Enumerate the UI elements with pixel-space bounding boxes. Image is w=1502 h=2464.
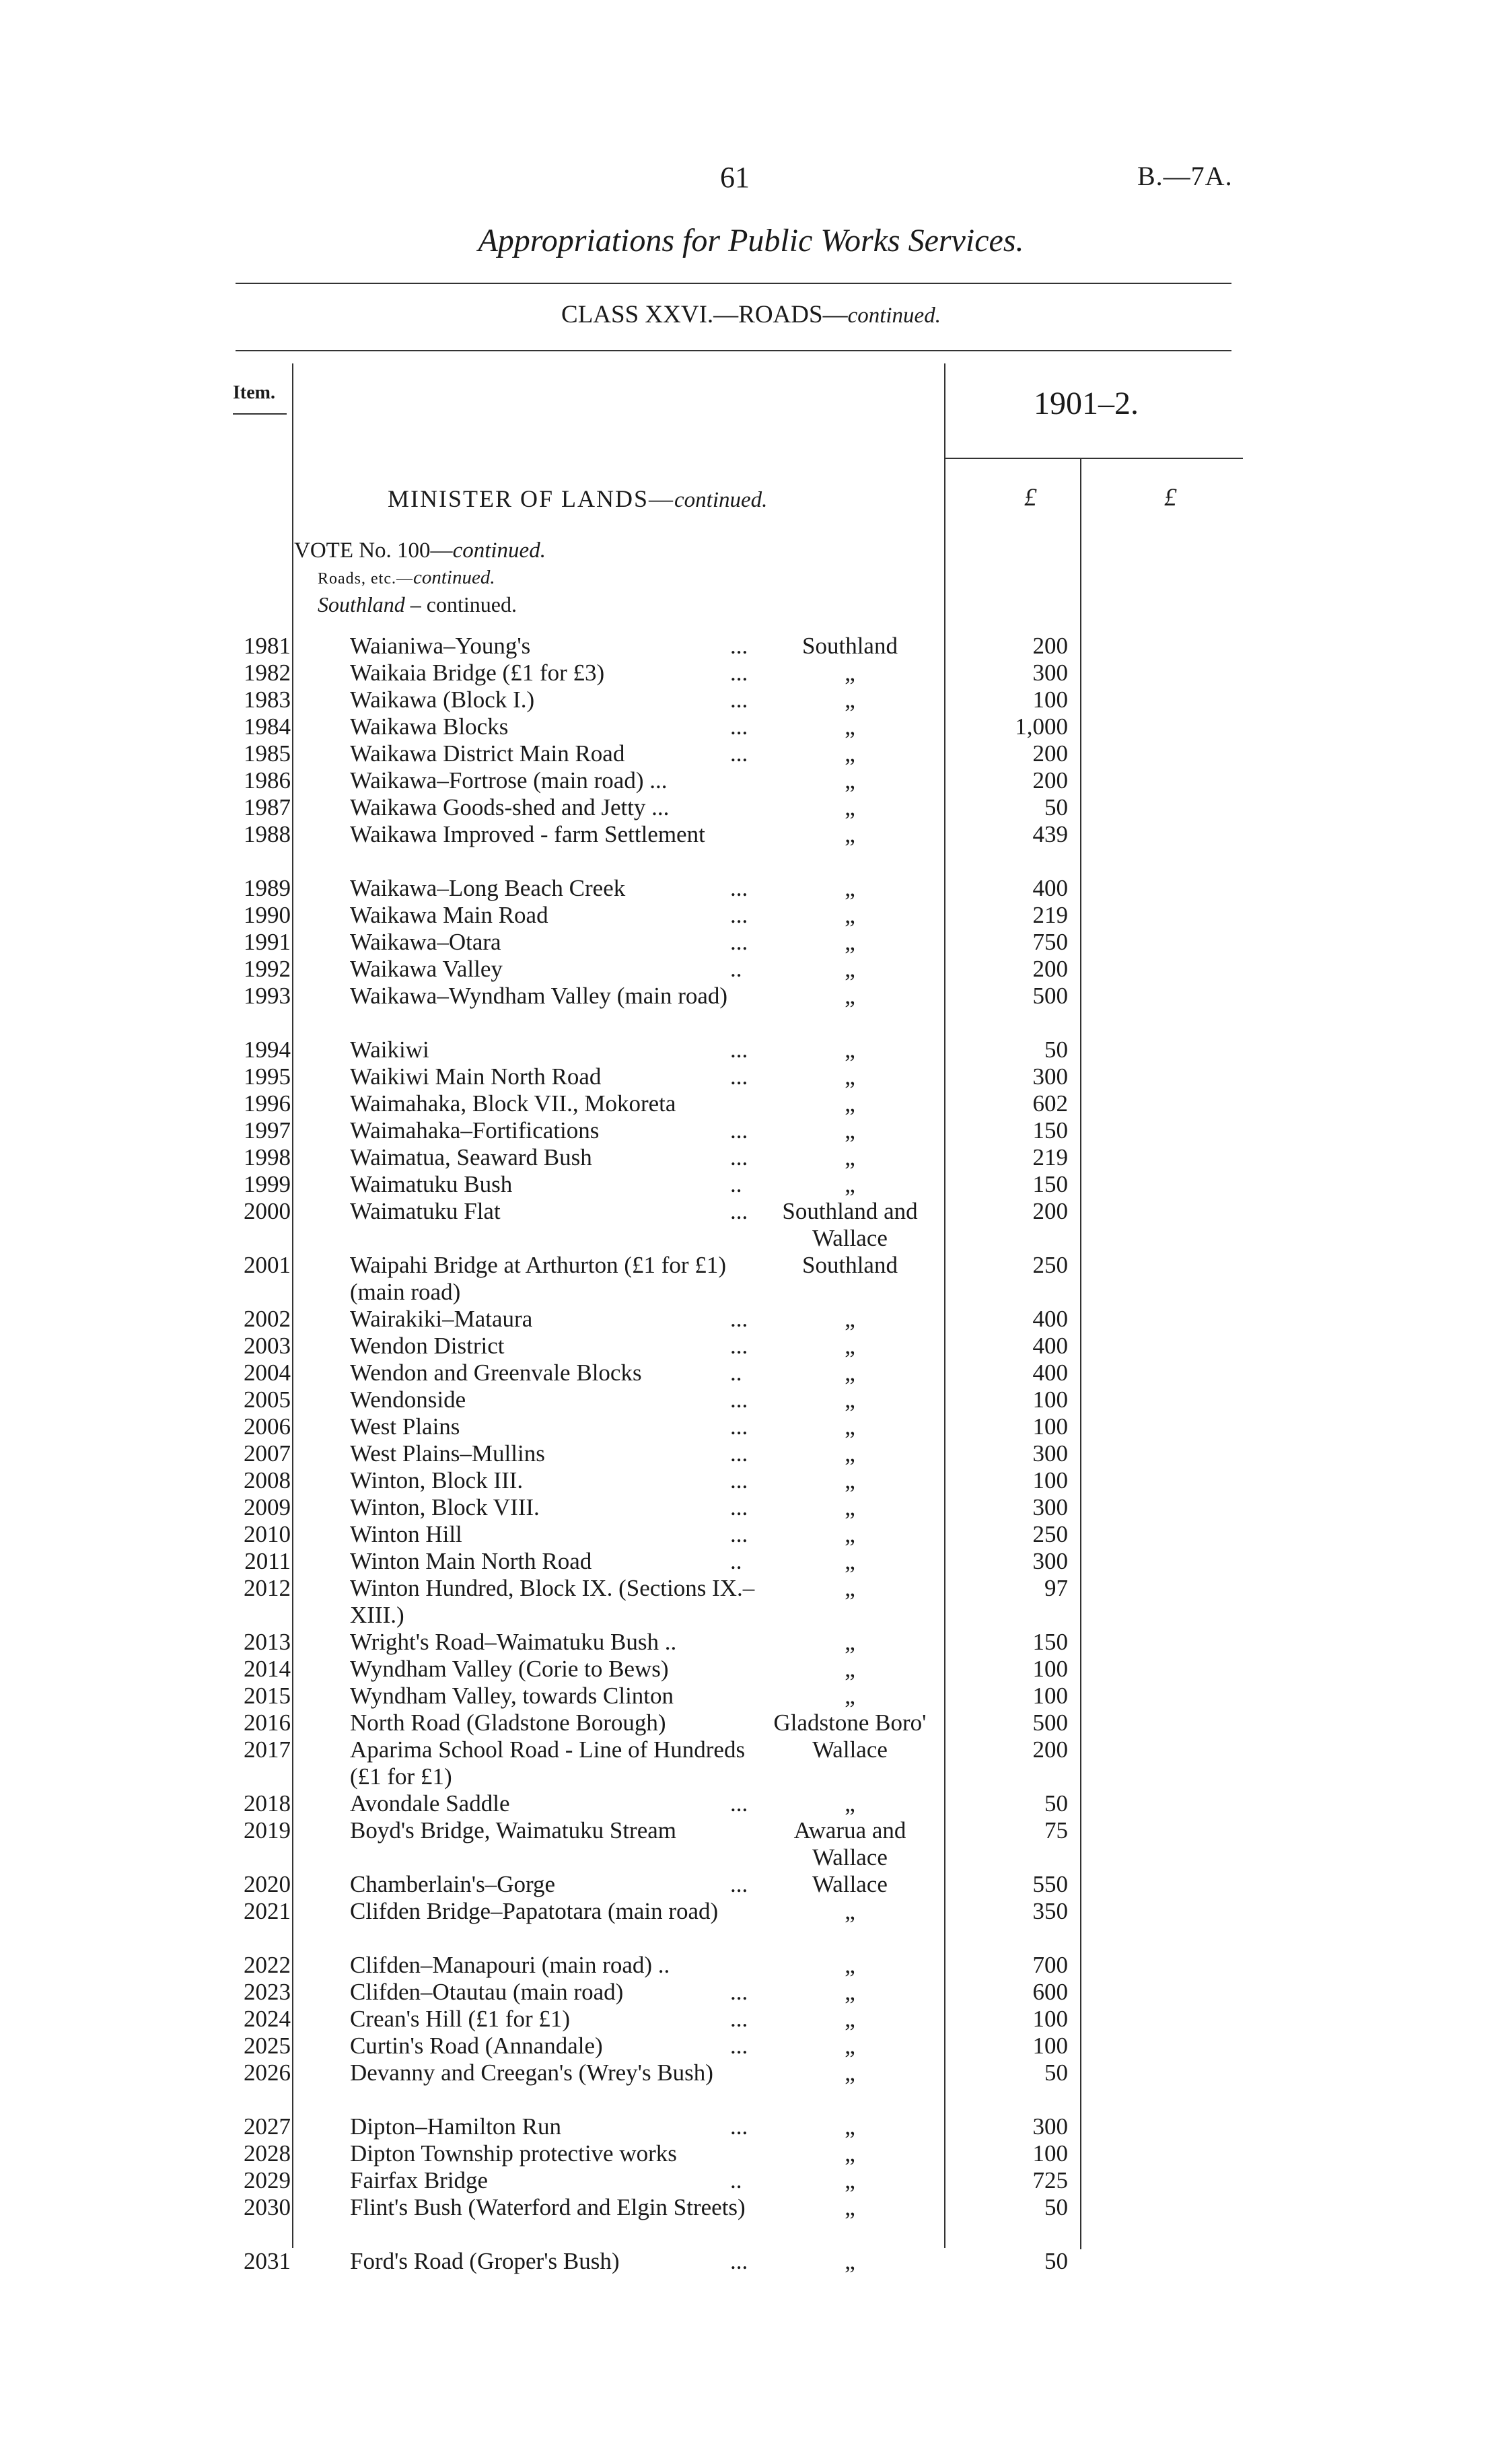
amount-value: 100 — [1032, 1656, 1068, 1682]
amount-value: 219 — [1032, 902, 1068, 928]
item-number: 1989 — [244, 875, 291, 901]
item-description: Waipahi Bridge at Arthurton (£1 for £1) (main road) — [350, 1252, 726, 1305]
amount-value: 550 — [1032, 1871, 1068, 1897]
item-description: Waimahaka, Block VII., Mokoreta — [350, 1090, 676, 1117]
amount-value: 300 — [1032, 660, 1068, 686]
district-name: „ — [845, 983, 855, 1009]
district-name: „ — [845, 794, 855, 820]
amount-value: 100 — [1032, 2140, 1068, 2167]
item-number: 2010 — [244, 1521, 291, 1547]
amount-value: 100 — [1032, 2006, 1068, 2032]
item-number: 2008 — [244, 1467, 291, 1493]
item-number: 2012 — [244, 1575, 291, 1601]
amount-value: 50 — [1044, 794, 1068, 820]
item-number: 2020 — [244, 1871, 291, 1897]
item-number: 1999 — [244, 1171, 291, 1197]
leader-dots: ... — [730, 633, 748, 659]
district-name: „ — [845, 2113, 855, 2140]
amount-value: 50 — [1044, 2248, 1068, 2274]
amount-value: 100 — [1032, 1683, 1068, 1709]
item-description: West Plains–Mullins — [350, 1440, 545, 1467]
amount-value: 50 — [1044, 1790, 1068, 1817]
leader-dots: .. — [730, 956, 742, 982]
amount-value: 150 — [1032, 1171, 1068, 1197]
item-description: Waikaia Bridge (£1 for £3) — [350, 660, 605, 686]
amount-value: 100 — [1032, 1467, 1068, 1493]
amount-value: 200 — [1032, 740, 1068, 767]
amount-value: 150 — [1032, 1117, 1068, 1143]
leader-dots: ... — [730, 1306, 748, 1332]
item-description: Waimatua, Seaward Bush — [350, 1144, 592, 1170]
amount-value: 400 — [1032, 1360, 1068, 1386]
amount-value: 602 — [1032, 1090, 1068, 1117]
document-reference: B.—7A. — [1137, 161, 1233, 191]
item-number: 1987 — [244, 794, 291, 820]
item-number: 2031 — [244, 2248, 291, 2274]
item-description: Waikiwi — [350, 1036, 429, 1063]
district-name: Wallace — [812, 1871, 888, 1897]
amount-value: 600 — [1032, 1979, 1068, 2005]
item-number: 2024 — [244, 2006, 291, 2032]
leader-dots: ... — [730, 2033, 748, 2059]
item-description: Waikawa–Otara — [350, 929, 501, 955]
item-number: 2019 — [244, 1817, 291, 1843]
amount-value: 400 — [1032, 1333, 1068, 1359]
amount-value: 200 — [1032, 1198, 1068, 1224]
item-description: Waikawa Blocks — [350, 713, 509, 740]
item-number: 2029 — [244, 2167, 291, 2193]
district-name: „ — [845, 767, 855, 794]
district-name: „ — [845, 1036, 855, 1063]
district-name: „ — [845, 1440, 855, 1467]
item-number: 2006 — [244, 1413, 291, 1440]
item-number: 2011 — [244, 1548, 291, 1574]
leader-dots: ... — [730, 1036, 748, 1063]
district-name: „ — [845, 1629, 855, 1655]
item-number: 2026 — [244, 2060, 291, 2086]
amount-value: 100 — [1032, 2033, 1068, 2059]
item-description: Devanny and Creegan's (Wrey's Bush) — [350, 2060, 713, 2086]
district-name: „ — [845, 1683, 855, 1709]
item-description: Flint's Bush (Waterford and Elgin Streets) — [350, 2194, 746, 2220]
district-name: „ — [845, 1467, 855, 1493]
leader-dots: .. — [730, 1171, 742, 1197]
item-number: 2030 — [244, 2194, 291, 2220]
amount-value: 1,000 — [1015, 713, 1068, 740]
item-description: Wairakiki–Mataura — [350, 1306, 533, 1332]
item-description: Wendon and Greenvale Blocks — [350, 1360, 642, 1386]
amount-value: 250 — [1032, 1252, 1068, 1278]
district-name: „ — [845, 1333, 855, 1359]
item-number: 1995 — [244, 1063, 291, 1090]
amount-value: 300 — [1032, 1494, 1068, 1520]
district-subheading-suffix: – continued. — [404, 592, 517, 617]
amount-value: 200 — [1032, 1736, 1068, 1763]
item-number: 2009 — [244, 1494, 291, 1520]
leader-dots: ... — [730, 1117, 748, 1143]
leader-dots: ... — [730, 740, 748, 767]
item-description: West Plains — [350, 1413, 460, 1440]
item-description: Waimatuku Bush — [350, 1171, 513, 1197]
item-description: Wyndham Valley (Corie to Bews) — [350, 1656, 669, 1682]
amount-value: 500 — [1032, 983, 1068, 1009]
district-name: Gladstone Boro' — [773, 1710, 927, 1736]
item-number: 1993 — [244, 983, 291, 1009]
amount-value: 400 — [1032, 1306, 1068, 1332]
item-number: 2023 — [244, 1979, 291, 2005]
amount-value: 200 — [1032, 767, 1068, 794]
amount-value: 400 — [1032, 875, 1068, 901]
district-name: „ — [845, 1898, 855, 1924]
item-description: Wendon District — [350, 1333, 505, 1359]
amount-value: 725 — [1032, 2167, 1068, 2193]
item-number: 1998 — [244, 1144, 291, 1170]
leader-dots: ... — [730, 1144, 748, 1170]
item-description: Dipton Township protective works — [350, 2140, 677, 2167]
class-heading-text: CLASS XXVI.—ROADS— — [561, 301, 848, 328]
item-description: Waimahaka–Fortifications — [350, 1117, 600, 1143]
district-name: „ — [845, 821, 855, 847]
leader-dots: ... — [730, 2113, 748, 2140]
district-name: „ — [845, 740, 855, 767]
district-name: „ — [845, 1063, 855, 1090]
amount-value: 300 — [1032, 1063, 1068, 1090]
amount-value: 750 — [1032, 929, 1068, 955]
amount-value: 100 — [1032, 1386, 1068, 1413]
district-name: „ — [845, 1306, 855, 1332]
district-name: „ — [845, 1386, 855, 1413]
district-name: „ — [845, 660, 855, 686]
amount-value: 300 — [1032, 2113, 1068, 2140]
item-number: 2005 — [244, 1386, 291, 1413]
district-name: Southland and Wallace — [782, 1198, 918, 1251]
amount-value: 50 — [1044, 1036, 1068, 1063]
item-description: Avondale Saddle — [350, 1790, 510, 1817]
amount-value: 250 — [1032, 1521, 1068, 1547]
district-name: „ — [845, 1548, 855, 1574]
district-name: „ — [845, 956, 855, 982]
item-number: 2018 — [244, 1790, 291, 1817]
leader-dots: ... — [730, 1790, 748, 1817]
amount-value: 500 — [1032, 1710, 1068, 1736]
amount-value: 219 — [1032, 1144, 1068, 1170]
class-heading-continued: continued. — [847, 304, 941, 328]
item-description: Wright's Road–Waimatuku Bush .. — [350, 1629, 677, 1655]
item-description: Wyndham Valley, towards Clinton — [350, 1683, 674, 1709]
item-description: Boyd's Bridge, Waimatuku Stream — [350, 1817, 677, 1843]
item-description: Waimatuku Flat — [350, 1198, 501, 1224]
leader-dots: ... — [730, 687, 748, 713]
leader-dots: ... — [730, 1467, 748, 1493]
item-number: 2003 — [244, 1333, 291, 1359]
item-description: Waianiwa–Young's — [350, 633, 531, 659]
leader-dots: ... — [730, 929, 748, 955]
item-number: 1985 — [244, 740, 291, 767]
item-number: 2017 — [244, 1736, 291, 1763]
district-name: „ — [845, 1494, 855, 1520]
district-name: „ — [845, 1117, 855, 1143]
leader-dots: ... — [730, 1440, 748, 1467]
district-name: „ — [845, 1979, 855, 2005]
amount-value: 150 — [1032, 1629, 1068, 1655]
item-number: 2007 — [244, 1440, 291, 1467]
item-number: 1994 — [244, 1036, 291, 1063]
item-description: Winton Main North Road — [350, 1548, 592, 1574]
item-number: 1984 — [244, 713, 291, 740]
district-name: „ — [845, 713, 855, 740]
item-description: Dipton–Hamilton Run — [350, 2113, 562, 2140]
page-number: 61 — [720, 161, 750, 194]
item-description: Waikawa Valley — [350, 956, 503, 982]
vote-heading-text: VOTE No. 100— — [294, 538, 453, 563]
item-description: North Road (Gladstone Borough) — [350, 1710, 666, 1736]
item-number: 1986 — [244, 767, 291, 794]
item-description: Clifden Bridge–Papatotara (main road) — [350, 1898, 719, 1924]
leader-dots: ... — [730, 660, 748, 686]
amount-value: 200 — [1032, 956, 1068, 982]
district-name: „ — [845, 1144, 855, 1170]
item-description: Clifden–Manapouri (main road) .. — [350, 1952, 670, 1978]
item-description: Waikawa–Long Beach Creek — [350, 875, 626, 901]
item-number: 2013 — [244, 1629, 291, 1655]
item-number: 1991 — [244, 929, 291, 955]
district-name: „ — [845, 1090, 855, 1117]
amount-value: 300 — [1032, 1440, 1068, 1467]
district-name: „ — [845, 1952, 855, 1978]
item-number: 2015 — [244, 1683, 291, 1709]
district-name: „ — [845, 687, 855, 713]
district-name: Awarua and Wallace — [793, 1817, 906, 1870]
amount-value: 75 — [1044, 1817, 1068, 1843]
item-number: 2016 — [244, 1710, 291, 1736]
item-number: 2002 — [244, 1306, 291, 1332]
item-description: Curtin's Road (Annandale) — [350, 2033, 603, 2059]
district-name: „ — [845, 875, 855, 901]
item-number: 1981 — [244, 633, 291, 659]
year-column-header: 1901–2. — [1034, 386, 1139, 421]
district-name: Southland — [802, 1252, 898, 1278]
item-description: Winton, Block III. — [350, 1467, 524, 1493]
district-name: Wallace — [812, 1736, 888, 1763]
amount-value: 100 — [1032, 687, 1068, 713]
item-description: Winton, Block VIII. — [350, 1494, 540, 1520]
district-name: „ — [845, 1413, 855, 1440]
leader-dots: ... — [730, 1386, 748, 1413]
vote-heading-continued: continued. — [452, 538, 546, 563]
amount-value: 100 — [1032, 1413, 1068, 1440]
item-number: 2000 — [244, 1198, 291, 1224]
item-number: 2001 — [244, 1252, 291, 1278]
item-description: Ford's Road (Groper's Bush) — [350, 2248, 620, 2274]
district-subheading-name: Southland — [318, 592, 405, 617]
pound-sign-total: £ — [1164, 484, 1177, 512]
roads-heading-text: Roads, etc.— — [318, 570, 413, 588]
amount-value: 50 — [1044, 2194, 1068, 2220]
amount-value: 700 — [1032, 1952, 1068, 1978]
item-number: 2027 — [244, 2113, 291, 2140]
leader-dots: ... — [730, 875, 748, 901]
district-name: „ — [845, 2140, 855, 2167]
item-number: 1996 — [244, 1090, 291, 1117]
item-number: 2014 — [244, 1656, 291, 1682]
leader-dots: ... — [730, 2248, 748, 2274]
leader-dots: ... — [730, 1198, 748, 1224]
district-name: Southland — [802, 633, 898, 659]
leader-dots: ... — [730, 1413, 748, 1440]
item-description: Chamberlain's–Gorge — [350, 1871, 556, 1897]
item-number: 1982 — [244, 660, 291, 686]
item-description: Waikawa District Main Road — [350, 740, 625, 767]
leader-dots: ... — [730, 2006, 748, 2032]
item-description: Waikawa Main Road — [350, 902, 548, 928]
item-number: 2021 — [244, 1898, 291, 1924]
district-name: „ — [845, 902, 855, 928]
item-description: Waikiwi Main North Road — [350, 1063, 602, 1090]
amount-value: 200 — [1032, 633, 1068, 659]
item-description: Waikawa Goods-shed and Jetty ... — [350, 794, 670, 820]
item-description: Crean's Hill (£1 for £1) — [350, 2006, 571, 2032]
district-name: „ — [845, 1521, 855, 1547]
item-description: Waikawa (Block I.) — [350, 687, 535, 713]
item-description: Waikawa–Fortrose (main road) ... — [350, 767, 668, 794]
district-name: „ — [845, 2033, 855, 2059]
roads-heading-continued: continued. — [413, 567, 495, 588]
district-name: „ — [845, 2060, 855, 2086]
leader-dots: ... — [730, 1521, 748, 1547]
district-name: „ — [845, 1575, 855, 1601]
item-number: 2028 — [244, 2140, 291, 2167]
district-name: „ — [845, 2248, 855, 2274]
minister-heading-text: MINISTER OF LANDS— — [388, 485, 675, 512]
district-name: „ — [845, 2006, 855, 2032]
item-number: 1988 — [244, 821, 291, 847]
item-description: Aparima School Road - Line of Hundreds (£1 for £1) — [350, 1736, 746, 1790]
leader-dots: ... — [730, 1063, 748, 1090]
amount-value: 439 — [1032, 821, 1068, 847]
item-number: 1992 — [244, 956, 291, 982]
leader-dots: .. — [730, 1360, 742, 1386]
item-description: Fairfax Bridge — [350, 2167, 489, 2193]
leader-dots: ... — [730, 1979, 748, 2005]
page-title: Appropriations for Public Works Services. — [478, 223, 1024, 258]
leader-dots: ... — [730, 1871, 748, 1897]
district-name: „ — [845, 1790, 855, 1817]
district-name: „ — [845, 2167, 855, 2193]
item-number: 2025 — [244, 2033, 291, 2059]
item-description: Winton Hundred, Block IX. (Sections IX.–XIII.) — [350, 1575, 755, 1628]
district-name: „ — [845, 929, 855, 955]
district-name: „ — [845, 2194, 855, 2220]
item-description: Clifden–Otautau (main road) — [350, 1979, 624, 2005]
amount-value: 50 — [1044, 2060, 1068, 2086]
item-description: Waikawa Improved - farm Settlement — [350, 821, 705, 847]
minister-heading-continued: continued. — [674, 488, 768, 512]
item-number: 1983 — [244, 687, 291, 713]
item-number: 2022 — [244, 1952, 291, 1978]
district-name: „ — [845, 1171, 855, 1197]
item-number: 1997 — [244, 1117, 291, 1143]
leader-dots: ... — [730, 1333, 748, 1359]
item-column-header: Item. — [233, 382, 275, 403]
amount-value: 300 — [1032, 1548, 1068, 1574]
item-description: Winton Hill — [350, 1521, 462, 1547]
district-name: „ — [845, 1360, 855, 1386]
leader-dots: .. — [730, 2167, 742, 2193]
leader-dots: ... — [730, 713, 748, 740]
pound-sign-1901: £ — [1024, 484, 1037, 512]
item-description: Wendonside — [350, 1386, 466, 1413]
amount-value: 350 — [1032, 1898, 1068, 1924]
item-description: Waikawa–Wyndham Valley (main road) — [350, 983, 728, 1009]
leader-dots: ... — [730, 1494, 748, 1520]
item-number: 1990 — [244, 902, 291, 928]
district-name: „ — [845, 1656, 855, 1682]
amount-value: 97 — [1044, 1575, 1068, 1601]
item-number: 2004 — [244, 1360, 291, 1386]
leader-dots: .. — [730, 1548, 742, 1574]
leader-dots: ... — [730, 902, 748, 928]
